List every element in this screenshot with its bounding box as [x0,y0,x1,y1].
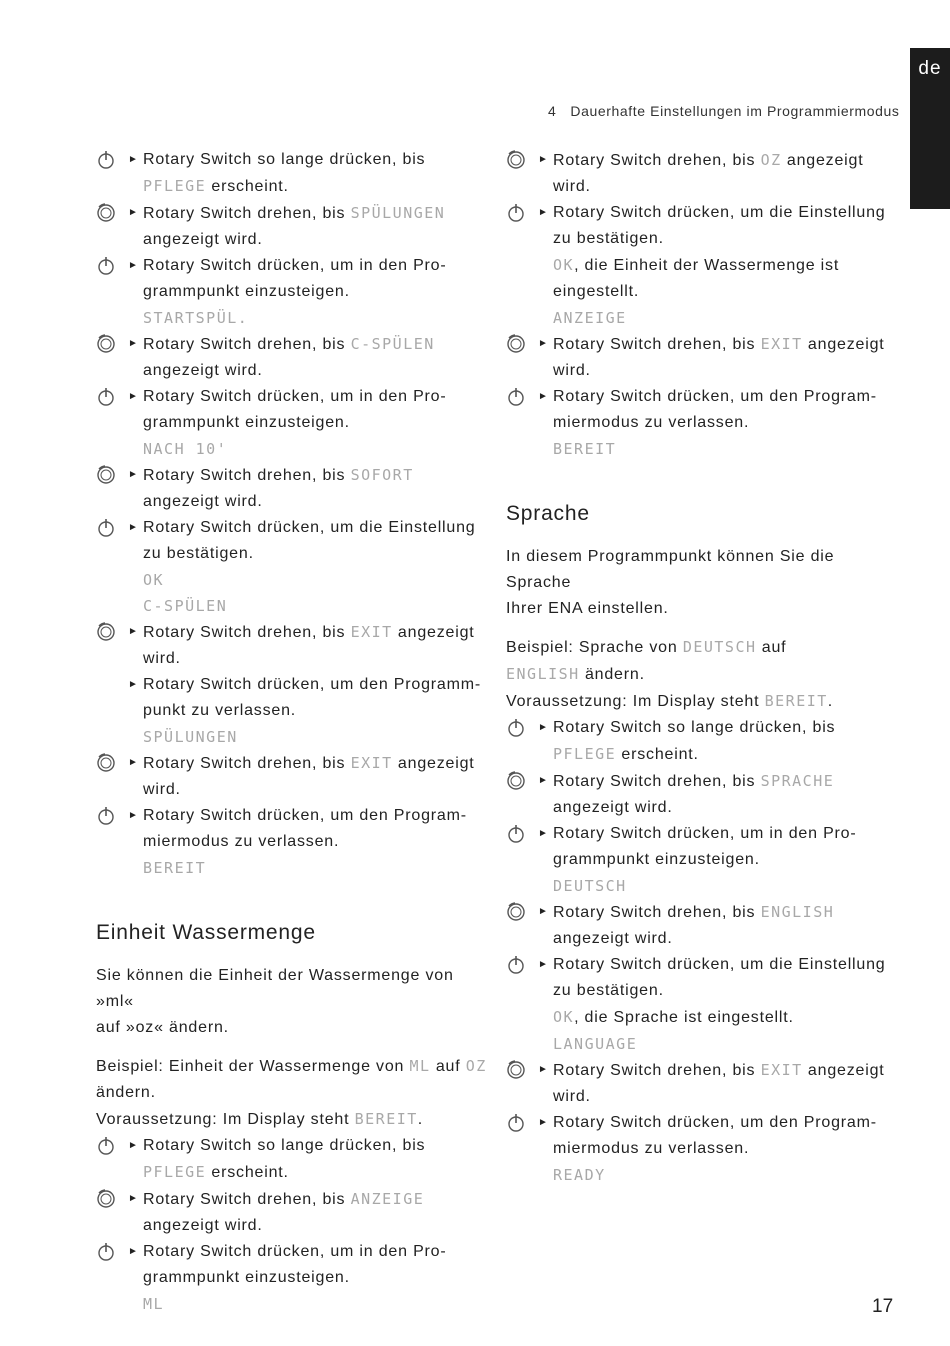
step [96,750,491,803]
step [96,1133,491,1186]
rotary-turn-icon [96,1189,116,1209]
step-text: Rotary Switch so lange drücken, bis [553,719,836,736]
step-arrow-icon: ► [538,959,549,970]
rotary-turn-icon [506,902,526,922]
rotary-push-icon [96,150,116,170]
rotary-push-icon [96,256,116,276]
step-arrow-icon: ► [128,338,139,349]
step-text: Rotary Switch drücken, um den Programm- [143,676,481,693]
rotary-push-icon [506,387,526,407]
step-text: wird. [553,1088,591,1105]
display-text: C-SPÜLEN [350,335,435,353]
step [96,384,491,462]
step [96,462,491,515]
rotary-turn-icon [506,1060,526,1080]
step-text: punkt zu verlassen. [143,702,297,719]
step-text: Rotary Switch drehen, bis ENGLISH [553,903,835,921]
chapter-title: Dauerhafte Einstellungen im Programmiermodus [570,103,900,119]
step-text: angezeigt wird. [143,1217,263,1234]
step-arrow-icon: ► [128,810,139,821]
step [506,715,901,768]
section-title: Einheit Wassermenge [96,921,316,944]
section-example: Beispiel: Einheit der Wassermenge von ML auf OZ ändern. Voraussetzung: Im Display steht BEREIT. [96,1057,487,1128]
step-text: eingestellt. [553,283,640,300]
step [96,803,491,881]
step-text: Rotary Switch drehen, bis SPRACHE [553,772,835,790]
step-arrow-icon: ► [128,391,139,402]
step-arrow-icon: ► [128,757,139,768]
rotary-turn-icon [506,771,526,791]
display-text: OK [553,1008,575,1026]
step [506,200,901,331]
display-text: NACH 10' [143,440,228,458]
step-text: Rotary Switch drücken, um in den Pro- [143,257,447,274]
step-arrow-icon: ► [538,391,549,402]
step-text: Rotary Switch drehen, bis EXIT angezeigt [143,623,475,641]
rotary-push-icon [506,955,526,975]
step [96,515,491,619]
step [506,768,901,821]
display-text: BEREIT [354,1110,418,1128]
rotary-turn-icon [96,465,116,485]
step-text: Rotary Switch drehen, bis EXIT angezeigt [143,754,475,772]
step-text: Rotary Switch drehen, bis C-SPÜLEN [143,335,435,353]
display-text: ML [143,1295,165,1313]
rotary-turn-icon [96,622,116,642]
step-text: wird. [143,781,181,798]
display-text: OZ [760,151,782,169]
step-text: angezeigt wird. [553,930,673,947]
step [96,331,491,384]
running-header [548,103,900,119]
rotary-push-icon [506,824,526,844]
step-text: angezeigt wird. [143,231,263,248]
step-text: angezeigt wird. [143,362,263,379]
display-text: DEUTSCH [553,877,627,895]
language-tab [910,48,950,209]
display-text: OK [553,256,575,274]
step-arrow-icon: ► [128,207,139,218]
step-arrow-icon: ► [128,1140,139,1151]
display-text: PFLEGE [553,745,617,763]
step-text: angezeigt wird. [553,799,673,816]
step-text: Rotary Switch drücken, um den Program- [553,1114,877,1131]
step-arrow-icon: ► [538,722,549,733]
display-text: STARTSPÜL. [143,309,249,327]
step-text: Rotary Switch drücken, um in den Pro- [553,825,857,842]
step-arrow-icon: ► [128,679,139,690]
step-text: angezeigt wird. [143,493,263,510]
display-text: BEREIT [764,692,828,710]
display-text: ANZEIGE [553,309,627,327]
step-arrow-icon: ► [538,906,549,917]
section-intro: Sie können die Einheit der Wassermenge von »ml« auf »oz« ändern. [96,967,454,1036]
step-text: Rotary Switch drücken, um den Program- [553,388,877,405]
step-text: Rotary Switch drücken, um den Program- [143,807,467,824]
step-arrow-icon: ► [128,1246,139,1257]
chapter-number: 4 [548,103,557,119]
rotary-push-icon [96,387,116,407]
step [96,1186,491,1239]
step-text: wird. [143,650,181,667]
step-text: miermodus zu verlassen. [553,414,750,431]
display-text: SOFORT [350,466,414,484]
step-text: OK, die Einheit der Wassermenge ist [553,256,840,274]
step [506,899,901,952]
step-text: Rotary Switch drücken, um die Einstellung [553,204,886,221]
step-arrow-icon: ► [128,154,139,165]
step [96,253,491,331]
step-arrow-icon: ► [538,1117,549,1128]
step [506,952,901,1057]
step-arrow-icon: ► [128,469,139,480]
step-arrow-icon: ► [128,626,139,637]
rotary-push-icon [506,203,526,223]
display-text: OK [143,571,165,589]
step-arrow-icon: ► [538,775,549,786]
step-text: Rotary Switch drücken, um in den Pro- [143,388,447,405]
step-text: Rotary Switch drücken, um in den Pro- [143,1243,447,1260]
section-intro: In diesem Programmpunkt können Sie die Sprache Ihrer ENA einstellen. [506,548,835,617]
rotary-push-icon [96,1242,116,1262]
step-text: OK, die Sprache ist eingestellt. [553,1008,794,1026]
step [506,147,901,200]
display-text: ENGLISH [760,903,835,921]
step-text: Rotary Switch so lange drücken, bis [143,151,426,168]
page-number: 17 [872,1296,894,1317]
section-title: Sprache [506,502,590,525]
rotary-push-icon [96,1136,116,1156]
display-text: PFLEGE [143,1163,207,1181]
display-text: BEREIT [553,440,617,458]
display-text: BEREIT [143,859,207,877]
step-text: grammpunkt einzusteigen. [143,283,350,300]
step-arrow-icon: ► [538,1064,549,1075]
rotary-push-icon [506,1113,526,1133]
display-text: C-SPÜLEN [143,597,228,615]
step-text: Rotary Switch so lange drücken, bis [143,1137,426,1154]
step-arrow-icon: ► [128,1193,139,1204]
step [506,1110,901,1188]
rotary-push-icon [96,806,116,826]
step [96,147,491,200]
step-arrow-icon: ► [128,522,139,533]
rotary-turn-icon [96,753,116,773]
step [506,1057,901,1110]
display-text: SPÜLUNGEN [143,728,238,746]
step-text: zu bestätigen. [143,545,254,562]
step-arrow-icon: ► [538,828,549,839]
step [506,384,901,462]
step-arrow-icon: ► [538,207,549,218]
language-code: de [918,58,942,79]
display-text: OZ [465,1057,487,1075]
step-text: wird. [553,178,591,195]
display-text: DEUTSCH [682,638,757,656]
display-text: LANGUAGE [553,1035,638,1053]
step-text: Rotary Switch drehen, bis EXIT angezeigt [553,335,885,353]
display-text: ML [409,1057,431,1075]
step [96,200,491,253]
step-text: Rotary Switch drehen, bis SOFORT [143,466,414,484]
display-text: EXIT [350,754,393,772]
rotary-turn-icon [506,150,526,170]
rotary-push-icon [506,718,526,738]
section-example: Beispiel: Sprache von DEUTSCH auf ENGLISH ändern. Voraussetzung: Im Display steht BEREIT. [506,638,834,710]
display-text: EXIT [760,1061,803,1079]
display-text: EXIT [350,623,393,641]
display-text: SPRACHE [760,772,835,790]
step-arrow-icon: ► [538,338,549,349]
step-arrow-icon: ► [538,154,549,165]
display-text: EXIT [760,335,803,353]
display-text: PFLEGE [143,177,207,195]
display-text: READY [553,1166,606,1184]
step [506,331,901,384]
display-text: SPÜLUNGEN [350,204,446,222]
step-text: PFLEGE erscheint. [553,745,699,763]
step-text: PFLEGE erscheint. [143,177,289,195]
display-text: ANZEIGE [350,1190,425,1208]
right-column [506,147,901,1188]
step [96,672,491,750]
rotary-turn-icon [506,334,526,354]
step [96,619,491,672]
step-text: Rotary Switch drücken, um die Einstellung [143,519,476,536]
step-text: wird. [553,362,591,379]
step-text: Rotary Switch drehen, bis ANZEIGE [143,1190,425,1208]
step [96,1239,491,1317]
step [506,821,901,899]
rotary-turn-icon [96,203,116,223]
step-text: grammpunkt einzusteigen. [143,414,350,431]
step-text: miermodus zu verlassen. [143,833,340,850]
step-text: Rotary Switch drehen, bis OZ angezeigt [553,151,864,169]
step-text: grammpunkt einzusteigen. [143,1269,350,1286]
step-text: zu bestätigen. [553,230,664,247]
step-text: Rotary Switch drücken, um die Einstellung [553,956,886,973]
step-text: PFLEGE erscheint. [143,1163,289,1181]
step-text: grammpunkt einzusteigen. [553,851,760,868]
step-text: miermodus zu verlassen. [553,1140,750,1157]
step-arrow-icon: ► [128,260,139,271]
step-text: zu bestätigen. [553,982,664,999]
left-column [96,147,491,1317]
step-text: Rotary Switch drehen, bis EXIT angezeigt [553,1061,885,1079]
rotary-push-icon [96,518,116,538]
rotary-turn-icon [96,334,116,354]
display-text: ENGLISH [506,665,580,683]
step-text: Rotary Switch drehen, bis SPÜLUNGEN [143,204,446,222]
